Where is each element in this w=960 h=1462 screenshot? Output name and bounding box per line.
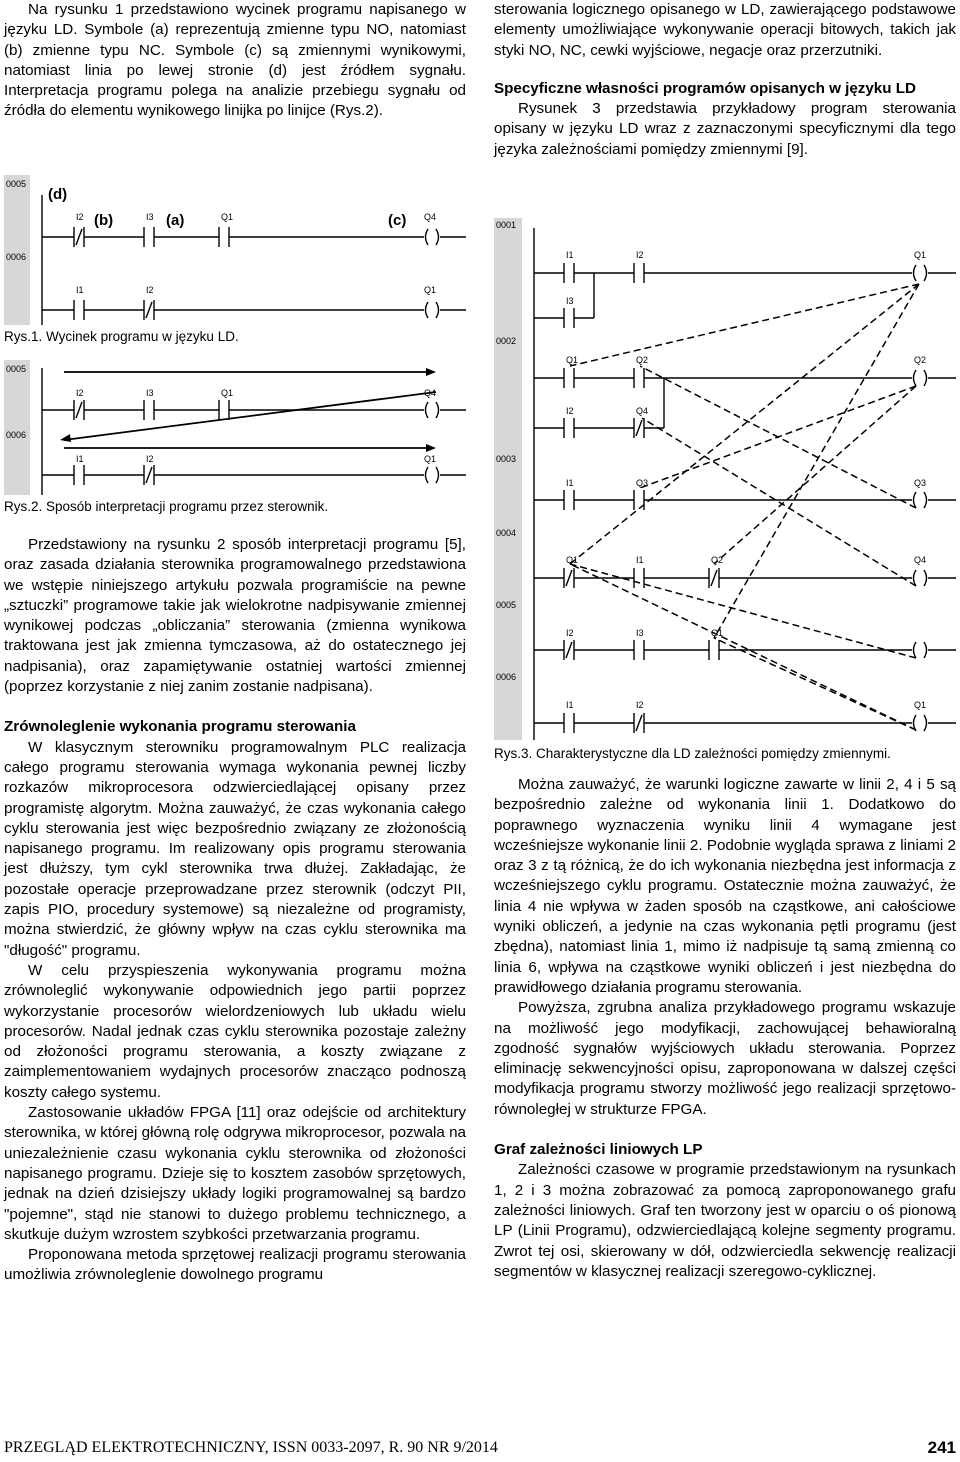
coil-label: Q2	[914, 355, 927, 365]
paragraph: Zależności czasowe w programie przedstawionym na rysunkach 1, 2 i 3 można zobrazować za pomocą zaproponowanego grafu zależności liniowych. Graf ten tworzony jest w oparciu o oś pionową LP (Linii Programu), odzwierciedlającą kolejne segmenty programu. Zwrot tej osi, skierowany w dół, odzwierciedla sekwencję realizacji segmentów w klasycznej realizacji szeregowo-cyklicznej.	[494, 1161, 956, 1280]
paragraph: sterowania logicznego opisanego w LD, zawierającego podstawowe elementy umożliwiające wykonywanie operacji bitowych, takich jak styki NO, NC, cewki wyjściowe, negacje oraz przerzutniki.	[494, 1, 956, 59]
contact-label: I2	[146, 285, 154, 295]
right-column	[494, 0, 956, 160]
contact-label: I2	[566, 406, 574, 416]
symbol-d-label: (d)	[48, 186, 68, 203]
figure-2-caption: Rys.2. Sposób interpretacji programu przez sterownik.	[4, 499, 329, 514]
left-column	[4, 0, 466, 122]
coil-label: Q3	[914, 478, 927, 488]
figure-1-ladder	[4, 175, 466, 325]
figure-3-caption: Rys.3. Charakterystyczne dla LD zależności pomiędzy zmiennymi.	[494, 746, 891, 761]
journal-name: PRZEGLĄD ELEKTROTECHNICZNY, ISSN 0033-2097, R. 90 NR 9/2014	[4, 1439, 498, 1456]
paragraph: W klasycznym sterowniku programowalnym PLC realizacja całego programu sterowania wymaga wykonania pewnej liczby rozkazów mikroprocesora odzwierciedlającej opisany przez programistę algorytm. Można zauważyć, że czas wykonania całego cyklu sterowania jest więc bezpośrednio związany ze złożonością napisanego programu. Im realizowany opis programu sterowania jest dłuższy, tym cykl sterownika trwa dłużej. Zakładając, że pozostałe operacje przeprowadzane przez sterownik (odczyt PII, zapis PIO, procedury systemowe) są niezależne od programisty, można stwierdzić, że główny wpływ na czas cyklu sterownika ma "długość" programu.	[4, 738, 466, 959]
contact-label: I2	[566, 628, 574, 638]
paragraph: Można zauważyć, że warunki logiczne zawarte w linii 2, 4 i 5 są bezpośrednio zależne od wykonania linii 1. Dodatkowo do poprawnego wyznaczenia wyniku linii 4 wymagane jest wcześniejsze wykonanie linii 2. Podobnie wygląda sprawa z liniami 2 oraz 3 z tą różnicą, że do ich wykonania niezbędna jest informacja z wcześniejszego cyklu programu. Ostatecznie można zauważyć, że linia 4 nie wpływa w żaden sposób na cząstkowe, ani całościowe wyniki obliczeń, a jedynie na czas wykonania pętli programu (jest zbędna), natomiast linia 1, mimo iż nadpisuje tą samą zmienną co linia 6, wpływa na cząstkowe wyniki obliczeń i jest niezbędna do prawidłowego działania programu sterowania.	[494, 776, 956, 996]
intro-paragraph: Na rysunku 1 przedstawiono wycinek programu napisanego w języku LD. Symbole (a) reprezentują zmienne typu NO, natomiast (b) zmienne typu NC. Symbole (c) są zmiennymi wynikowymi, natomiast linia po lewej stronie (d) jest źródłem sygnału. Interpretacja programu polega na analizie przebiegu sygnału od źródła do elementu wynikowego linijka po linijce (Rys.2).	[4, 1, 466, 120]
symbol-a-label: (a)	[166, 212, 185, 229]
contact-label: I3	[566, 296, 574, 306]
contact-label: Q2	[711, 555, 724, 565]
contact-label: Q3	[636, 478, 649, 488]
figure-1-caption: Rys.1. Wycinek programu w języku LD.	[4, 329, 239, 344]
contact-label: I1	[566, 700, 574, 710]
symbol-c-label: (c)	[388, 212, 407, 229]
contact-label: I3	[146, 212, 154, 222]
rung-number: 0004	[496, 528, 517, 538]
coil-label: Q1	[424, 285, 437, 295]
rung-number: 0006	[6, 430, 27, 440]
paragraph: Przedstawiony na rysunku 2 sposób interpretacji programu [5], oraz zasada działania sterownika programowalnego przedstawiona we wstępie niniejszego artykułu pozwala programiście na pewne „sztuczki” programowe takie jak wielokrotne nadpisywanie zmiennej wynikowej podczas „obliczania” sterowania (zmienna wynikowa traktowana jest jak zmienna tymczasowa, aż do ostatecznego jej nadpisania), oraz zapamiętywanie ostatniej wartości zmiennej (poprzez korzystanie z niej zanim zostanie nadpisana).	[4, 536, 466, 696]
coil-label: Q4	[424, 388, 437, 398]
rung-number: 0005	[6, 364, 27, 374]
rung-number: 0006	[6, 252, 27, 262]
coil-label: Q1	[424, 454, 437, 464]
rung-number: 0005	[496, 600, 517, 610]
rung-number: 0003	[496, 454, 517, 464]
contact-label: I2	[76, 388, 84, 398]
contact-label: I1	[636, 555, 644, 565]
contact-label: Q1	[221, 212, 234, 222]
left-column-body	[4, 535, 466, 1286]
contact-label: I2	[76, 212, 84, 222]
contact-label: I2	[636, 250, 644, 260]
contact-label: Q1	[711, 628, 724, 638]
right-column-body	[494, 775, 956, 1282]
contact-label: I3	[146, 388, 154, 398]
section-heading: Specyficzne własności programów opisanych w języku LD	[494, 79, 916, 97]
contact-label: I2	[636, 700, 644, 710]
coil-label: Q4	[424, 212, 437, 222]
paragraph: W celu przyspieszenia wykonywania programu można zrównoleglić wykonywanie odpowiednich jego partii poprzez wykorzystanie procesorów wielordzeniowych lub układu wielu procesorów. Nadal jednak czas cyklu sterownika pozostaje zależny od złożoności programu sterowania, a koszty związane z zaimplementowaniem wydajnych procesorów znacząco podnoszą koszty całego systemu.	[4, 961, 466, 1101]
contact-label: I3	[636, 628, 644, 638]
rung-number: 0005	[6, 179, 27, 189]
contact-label: Q4	[636, 406, 649, 416]
coil-label: Q4	[914, 555, 927, 565]
symbol-b-label: (b)	[94, 212, 114, 229]
coil-label: Q1	[914, 700, 927, 710]
contact-label: Q1	[566, 355, 579, 365]
rung-number: 0001	[496, 220, 517, 230]
figure-3-ladder	[494, 218, 956, 740]
rung-number: 0002	[496, 336, 517, 346]
rung-number: 0006	[496, 672, 517, 682]
contact-label: I1	[566, 478, 574, 488]
contact-label: I2	[146, 454, 154, 464]
contact-label: I1	[76, 454, 84, 464]
paragraph: Zastosowanie układów FPGA [11] oraz odejście od architektury sterownika, w której główną rolę odgrywa mikroprocesor, pozwala na uniezależnienie czasu wykonania cyklu sterownika od złożoności napisanego programu. Dzieje się to kosztem zasobów sprzętowych, jednak na dzień dzisiejszy układy logiki programowalnej są bardzo "pojemne", stąd nie stanowi to dużego problemu technicznego, a skutkuje dużym wzrostem szybkości przetwarzania programu.	[4, 1104, 466, 1243]
section-heading: Zrównoleglenie wykonania programu sterowania	[4, 718, 356, 736]
paragraph: Proponowana metoda sprzętowej realizacji programu sterowania umożliwia zrównoleglenie dowolnego programu	[4, 1246, 466, 1284]
contact-label: Q1	[566, 555, 579, 565]
section-heading: Graf zależności liniowych LP	[494, 1141, 703, 1159]
figure-2-ladder	[4, 360, 466, 495]
page-number: 241	[927, 1438, 956, 1457]
contact-label: Q2	[636, 355, 649, 365]
paragraph: Rysunek 3 przedstawia przykładowy program sterowania opisany w języku LD wraz z zaznaczonymi specyficznymi dla tego języka zależnościami pomiędzy zmiennymi [9].	[494, 100, 956, 158]
paragraph: Powyższa, zgrubna analiza przykładowego programu wskazuje na możliwość jego modyfikacji, zachowującej behawioralną zgodność sygnałów wyjściowych układu sterowania. Poprzez eliminację sekwencyjności opisu, zaproponowana w dalszej części modyfikacja programu stworzy możliwość jego realizacji sprzętowo-równoległej w strukturze FPGA.	[494, 999, 956, 1118]
contact-label: Q1	[221, 388, 234, 398]
coil-label: Q1	[914, 250, 927, 260]
contact-label: I1	[566, 250, 574, 260]
contact-label: I1	[76, 285, 84, 295]
